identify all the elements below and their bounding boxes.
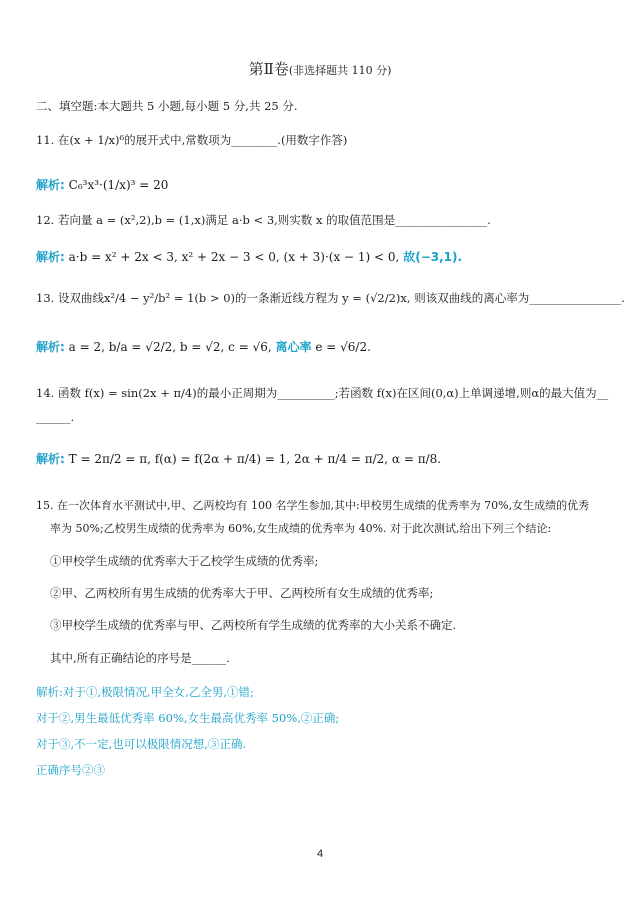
- conclusion-3: ③甲校学生成绩的优秀率与甲、乙两校所有学生成绩的优秀率的大小关系不确定.: [50, 618, 457, 632]
- answer-12-result: 故(−3,1).: [403, 250, 463, 264]
- page-title: [0, 58, 640, 79]
- conclusion-2: ②甲、乙两校所有男生成绩的优秀率大于甲、乙两校所有女生成绩的优秀率;: [50, 586, 434, 600]
- question-15-ask: 其中,所有正确结论的序号是______.: [50, 651, 230, 665]
- answer-label: 解析:: [36, 340, 65, 354]
- page-number: 4: [316, 848, 324, 860]
- answer-12-expr: a·b = x² + 2x < 3, x² + 2x − 3 < 0, (x + 3)·(x − 1) < 0,: [68, 250, 400, 264]
- answer-label: 解析:: [36, 178, 65, 192]
- answer-13-term: 离心率: [275, 340, 312, 354]
- answer-12: [36, 248, 462, 265]
- answer-15-line2: 对于②,男生最低优秀率 60%,女生最高优秀率 50%,②正确;: [36, 711, 340, 725]
- answer-13-result: e = √6/2.: [315, 340, 371, 354]
- answer-15-line1: 解析:对于①,极限情况,甲全女,乙全男,①错;: [36, 685, 254, 699]
- title-main: 第Ⅱ卷: [248, 60, 289, 78]
- answer-15-line3: 对于③,不一定,也可以极限情况想,③正确.: [36, 737, 247, 751]
- answer-label: 解析:: [36, 452, 65, 466]
- answer-11: [36, 176, 168, 193]
- question-13: 13. 设双曲线x²/4 − y²/b² = 1(b > 0)的一条渐近线方程为 y = (√2/2)x, 则该双曲线的离心率为________________.: [36, 291, 625, 305]
- answer-14: [36, 450, 441, 467]
- answer-13: [36, 338, 371, 355]
- answer-15-line4: 正确序号②③: [36, 763, 105, 777]
- title-sub: (非选择题共 110 分): [288, 64, 392, 77]
- question-14-line1: 14. 函数 f(x) = sin(2x + π/4)的最小正周期为__________;若函数 f(x)在区间(0,α)上单调递增,则α的最大值为__: [36, 386, 609, 400]
- question-12: 12. 若向量 a = (x²,2),b = (1,x)满足 a·b < 3,则实数 x 的取值范围是________________.: [36, 213, 491, 227]
- question-15-line1: 15. 在一次体育水平测试中,甲、乙两校均有 100 名学生参加,其中:甲校男生成绩的优秀率为 70%,女生成绩的优秀: [36, 499, 590, 512]
- question-11: 11. 在(x + 1/x)⁶的展开式中,常数项为________.(用数字作答): [36, 133, 348, 147]
- answer-label: 解析:: [36, 250, 65, 264]
- answer-11-expr: C₆³x³·(1/x)³ = 20: [68, 178, 169, 192]
- conclusion-1: ①甲校学生成绩的优秀率大于乙校学生成绩的优秀率;: [50, 554, 319, 568]
- answer-13-expr: a = 2, b/a = √2/2, b = √2, c = √6,: [68, 340, 272, 354]
- question-15-line2: 率为 50%;乙校男生成绩的优秀率为 60%,女生成绩的优秀率为 40%. 对于此次测试,给出下列三个结论:: [50, 522, 552, 535]
- section-heading: 二、填空题:本大题共 5 小题,每小题 5 分,共 25 分.: [36, 99, 298, 113]
- question-14-line2: ______.: [36, 410, 75, 424]
- answer-14-expr: T = 2π/2 = π, f(α) = f(2α + π/4) = 1, 2α + π/4 = π/2, α = π/8.: [68, 452, 442, 466]
